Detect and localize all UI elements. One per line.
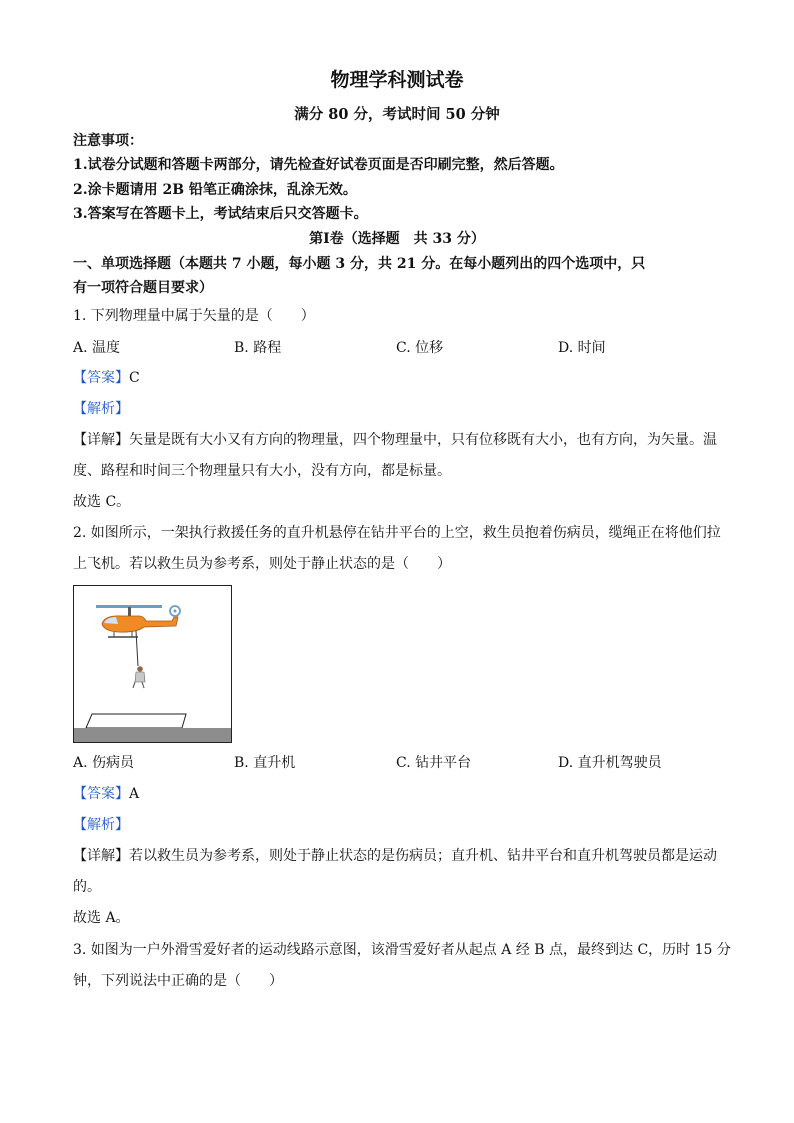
rotor-mast: [128, 607, 131, 616]
rescuer-and-patient: [133, 666, 145, 688]
q1-conclusion: 故选 C。: [73, 494, 131, 510]
q2-answer: [73, 784, 139, 804]
q2-conclusion: 故选 A。: [73, 910, 130, 926]
answer-tag: 【答案】: [73, 786, 129, 802]
q2-stem-line1: 2. 如图所示，一架执行救援任务的直升机悬停在钻井平台的上空，救生员抱着伤病员，缆绳正在将他们拉: [73, 525, 721, 541]
q2-option-b: B. 直升机: [234, 755, 296, 771]
q2-detail-line2: 的。: [73, 879, 101, 895]
q2-option-a: A. 伤病员: [73, 755, 135, 771]
q3-stem-line1: 3. 如图为一户外滑雪爱好者的运动线路示意图，该滑雪爱好者从起点 A 经 B 点，最终到达 C，历时 15 分: [73, 942, 731, 958]
q3-stem-line2: 钟，下列说法中正确的是（ ）: [73, 973, 283, 989]
notice-heading: 注意事项：: [73, 133, 143, 149]
section-heading-line2: 有一项符合题目要求）: [73, 280, 213, 296]
q1-answer: [73, 368, 140, 388]
q1-detail-line1: 【详解】矢量是既有大小又有方向的物理量，四个物理量中，只有位移既有大小，也有方向，为矢量。温: [73, 432, 717, 448]
q1-option-c: C. 位移: [396, 340, 444, 356]
volume-heading: 第Ⅰ卷（选择题 共 33 分）: [309, 231, 485, 247]
q1-analysis-tag: 【解析】: [73, 401, 129, 417]
q2-stem-line2: 上飞机。若以救生员为参考系，则处于静止状态的是（ ）: [73, 556, 451, 572]
q1-detail-line2: 度、路程和时间三个物理量只有大小，没有方向，都是标量。: [73, 463, 451, 479]
answer-value: C: [129, 370, 140, 386]
q1-stem: 1. 下列物理量中属于矢量的是（ ）: [73, 308, 315, 324]
notice-item-1: 1.试卷分试题和答题卡两部分，请先检查好试卷页面是否印刷完整，然后答题。: [73, 157, 564, 173]
drilling-platform: [86, 714, 186, 728]
q1-option-a: A. 温度: [73, 340, 121, 356]
helicopter-rescue-figure: [73, 585, 232, 743]
section-heading-line1: 一、单项选择题（本题共 7 小题，每小题 3 分，共 21 分。在每小题列出的四个选项中，只: [73, 256, 646, 272]
q1-option-b: B. 路程: [234, 340, 282, 356]
notice-item-3: 3.答案写在答题卡上，考试结束后只交答题卡。: [73, 206, 368, 222]
q2-option-d: D. 直升机驾驶员: [558, 755, 662, 771]
answer-tag: 【答案】: [73, 370, 129, 386]
helicopter-illustration: [74, 586, 231, 742]
tail-rotor-hub: [174, 610, 177, 613]
q2-detail-line1: 【详解】若以救生员为参考系，则处于静止状态的是伤病员；直升机、钻井平台和直升机驾驶员都是运动: [73, 848, 717, 864]
q1-option-d: D. 时间: [558, 340, 606, 356]
page-title: 物理学科测试卷: [330, 69, 464, 91]
sea-ground: [74, 728, 231, 742]
answer-value: A: [129, 786, 140, 802]
q2-analysis-tag: 【解析】: [73, 817, 129, 833]
page-subtitle: 满分 80 分，考试时间 50 分钟: [294, 106, 500, 123]
q2-option-c: C. 钻井平台: [396, 755, 472, 771]
notice-item-2: 2.涂卡题请用 2B 铅笔正确涂抹，乱涂无效。: [73, 182, 357, 198]
